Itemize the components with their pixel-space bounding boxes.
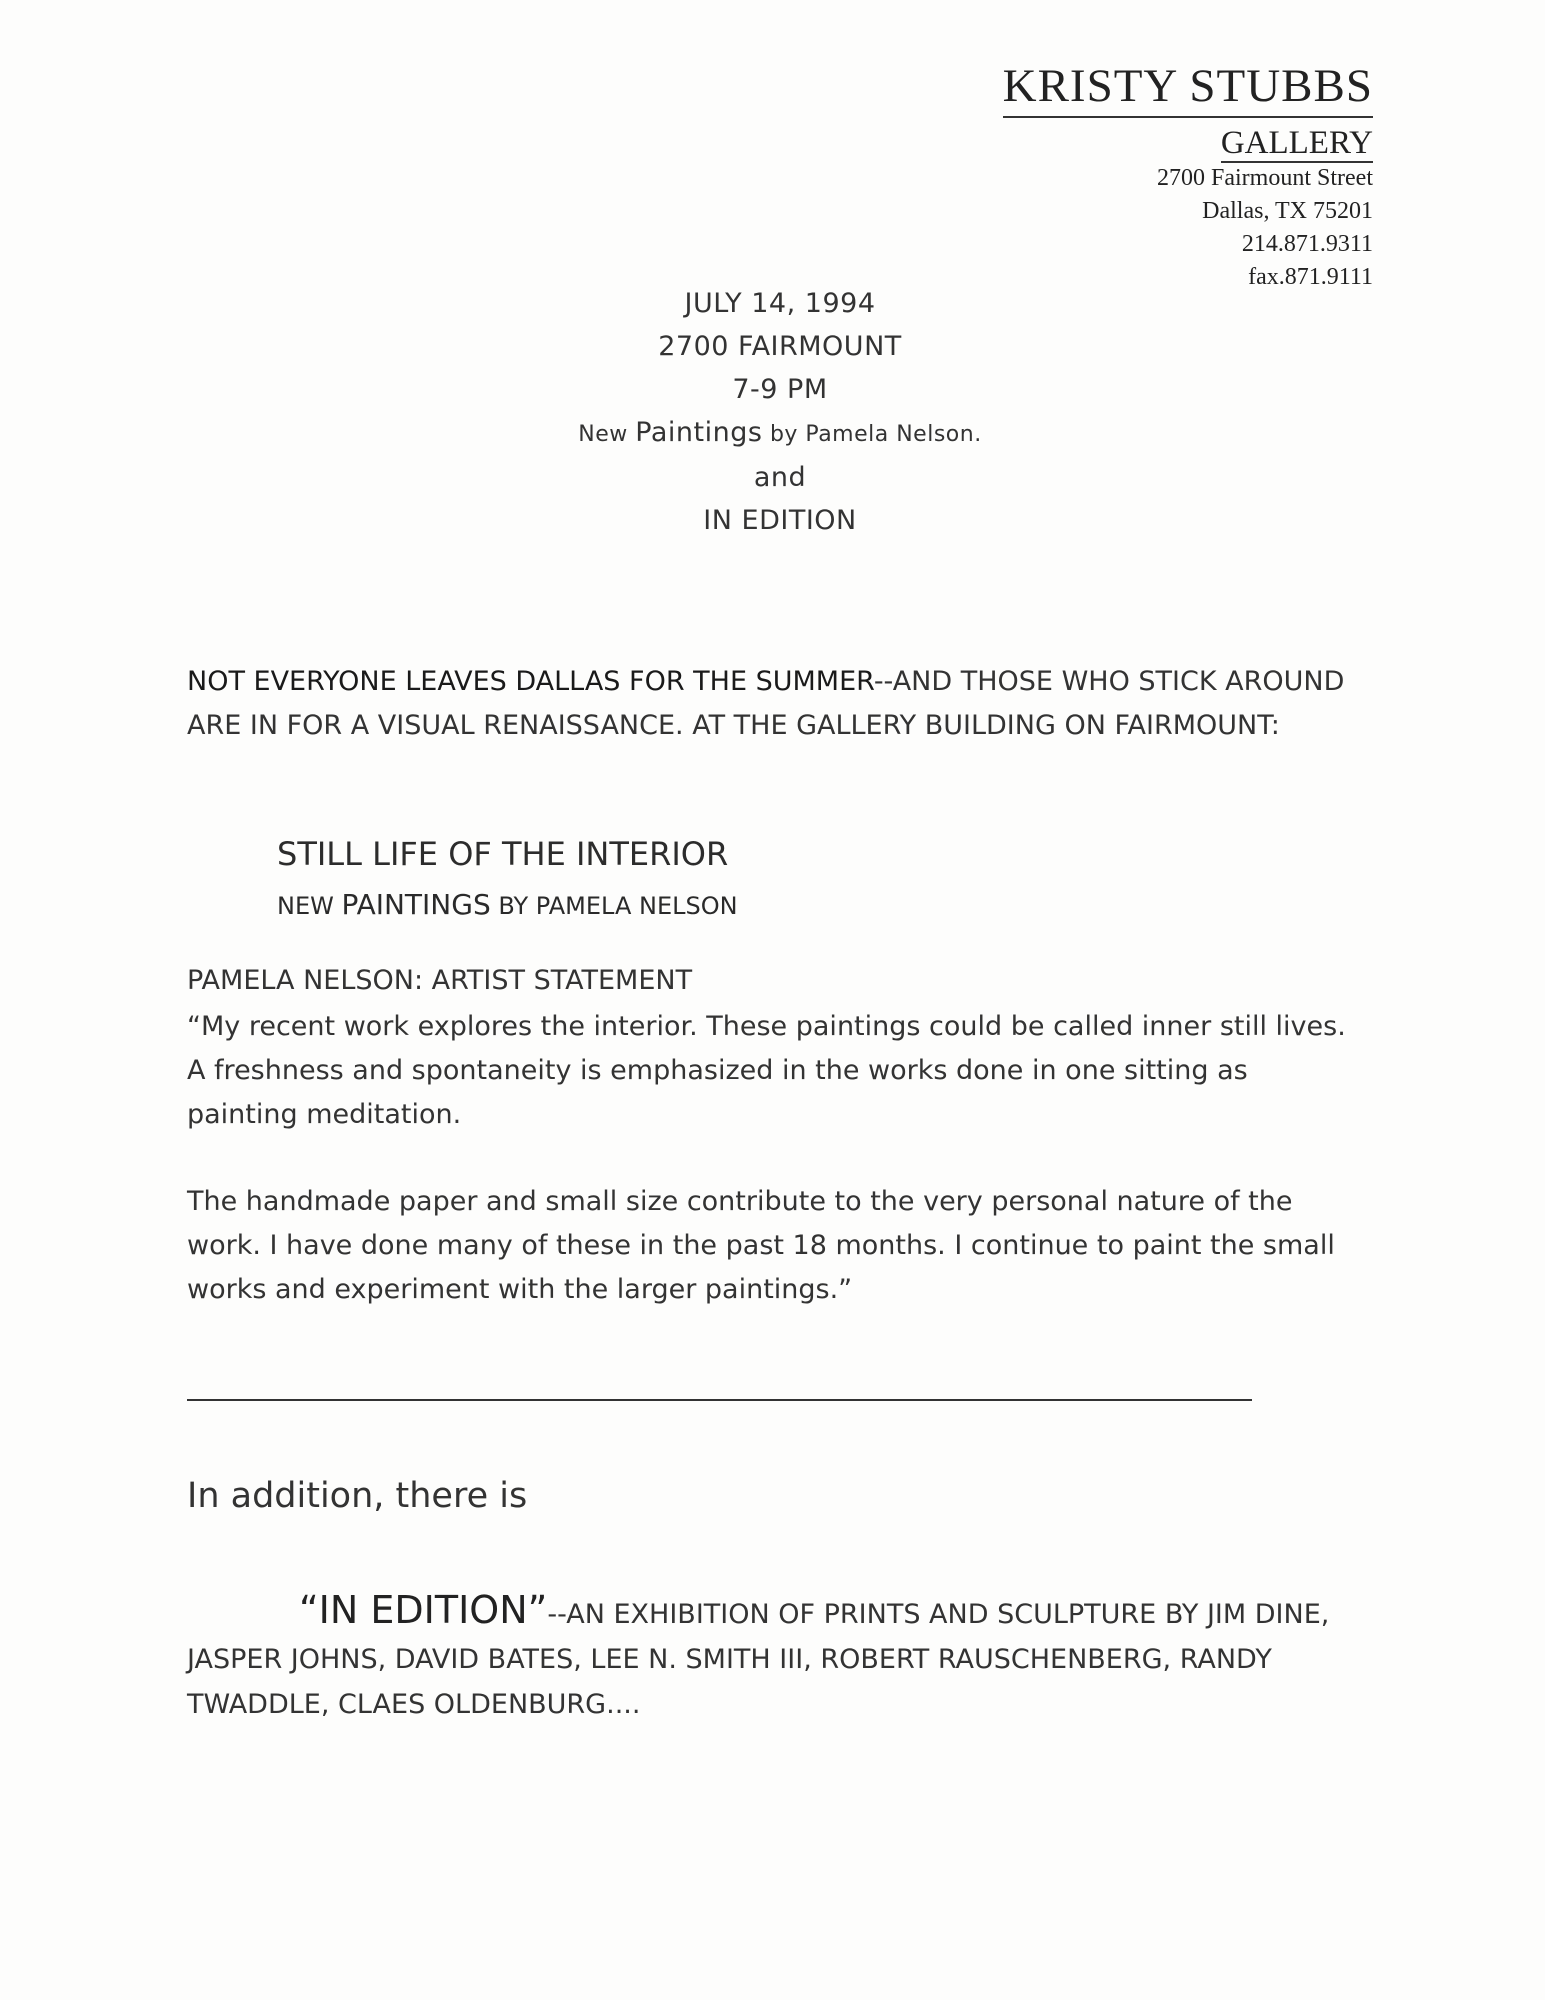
event-time: 7-9 PM [732,374,828,405]
gallery-phone: 214.871.9311 [1241,231,1373,257]
gallery-city: Dallas, TX 75201 [1202,198,1373,224]
addition-heading: In addition, there is [187,1476,528,1516]
gallery-fax: fax.871.9111 [1248,264,1373,290]
gallery-label: GALLERY [1220,125,1373,161]
divider-line [187,1399,1252,1401]
statement-paragraph-1: “My recent work explores the interior. These paintings could be called inner still lives. A freshness and spontaneity is emphasized in the works done in one sitting as painting meditation. [187,1011,1346,1130]
gallery-name: KRISTY STUBBS [1003,58,1373,118]
event-details [480,282,1080,542]
event-location: 2700 FAIRMOUNT [658,331,902,362]
statement-paragraph-2: The handmade paper and small size contribute to the very personal nature of the work. I have done many of these in the past 18 months. I continue to paint the small works and experiment with the larger paintings.” [187,1186,1335,1305]
letterhead [1003,58,1373,294]
exhibition-subtitle: NEW PAINTINGS BY PAMELA NELSON [277,888,738,921]
in-edition-paragraph: “IN EDITION”--AN EXHIBITION OF PRINTS AND SCULPTURE BY JIM DINE, JASPER JOHNS, DAVID BATES, LEE N. SMITH III, ROBERT RAUSCHENBERG, RANDY TWADDLE, CLAES OLDENBURG.... [187,1588,1330,1720]
event-second-show: IN EDITION [703,505,857,536]
gallery-street: 2700 Fairmount Street [1157,165,1373,191]
event-first-show: New Paintings by Pamela Nelson. [578,417,982,448]
intro-paragraph: NOT EVERYONE LEAVES DALLAS FOR THE SUMMER--AND THOSE WHO STICK AROUND ARE IN FOR A VISUAL RENAISSANCE. AT THE GALLERY BUILDING ON FAIRMOUNT: [187,666,1345,741]
event-date: JULY 14, 1994 [684,288,876,319]
exhibition-title: STILL LIFE OF THE INTERIOR [277,835,729,873]
event-and: and [753,462,807,493]
statement-heading: PAMELA NELSON: ARTIST STATEMENT [187,965,693,996]
